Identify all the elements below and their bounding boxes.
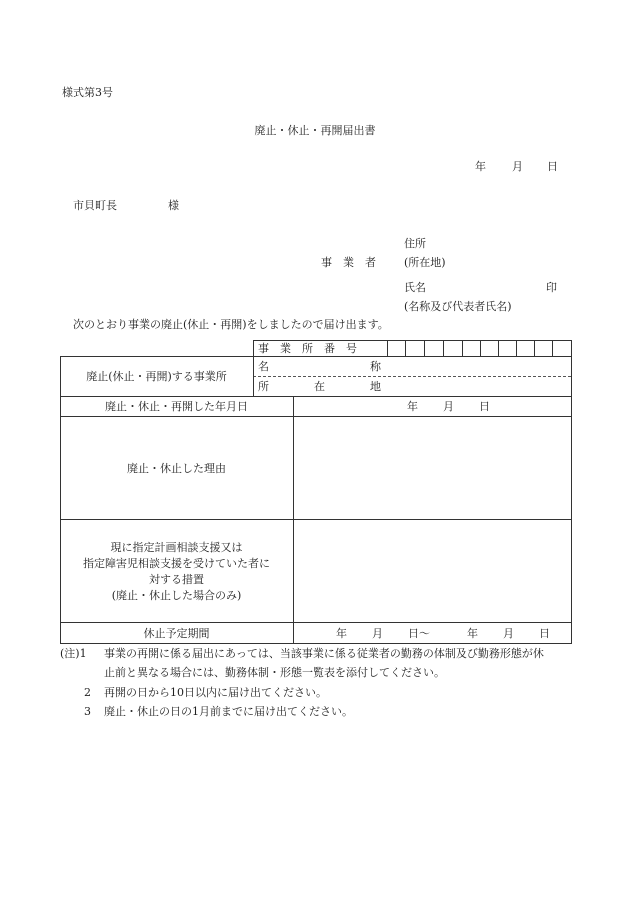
table-line bbox=[60, 622, 571, 623]
period-start-year: 年 bbox=[336, 627, 347, 640]
name-label: 氏名 bbox=[404, 281, 426, 294]
office-location-label-3: 地 bbox=[370, 380, 381, 393]
office-number-box bbox=[480, 340, 481, 356]
location-label: (所在地) bbox=[404, 256, 446, 269]
seal-mark: 印 bbox=[546, 281, 557, 294]
date-day: 日 bbox=[547, 160, 558, 173]
office-number-box bbox=[462, 340, 463, 356]
office-number-box bbox=[387, 340, 388, 356]
period-end-month: 月 bbox=[503, 627, 514, 640]
table-dash-line bbox=[253, 376, 571, 377]
office-location-label-2: 在 bbox=[314, 380, 325, 393]
addressee-name: 市貝町長 bbox=[73, 199, 117, 212]
measures-line-3: 対する措置 bbox=[149, 573, 204, 586]
office-row-label: 廃止(休止・再開)する事業所 bbox=[86, 370, 227, 383]
office-number-box bbox=[534, 340, 535, 356]
office-number-box bbox=[498, 340, 499, 356]
table-line bbox=[60, 356, 571, 357]
measures-line-1: 現に指定計画相談支援又は bbox=[110, 541, 243, 554]
office-number-box bbox=[405, 340, 406, 356]
period-end-day: 日 bbox=[539, 627, 550, 640]
table-line bbox=[60, 519, 571, 520]
date-row-label: 廃止・休止・再開した年月日 bbox=[105, 400, 248, 413]
table-line bbox=[60, 416, 571, 417]
measures-line-4: (廃止・休止した場合のみ) bbox=[111, 589, 242, 602]
table-line bbox=[571, 340, 572, 644]
period-start-day: 日～ bbox=[408, 627, 430, 640]
note-1-line-2: 止前と異なる場合には、勤務体制・形態一覧表を添付してください。 bbox=[104, 666, 445, 679]
intro-text: 次のとおり事業の廃止(休止・再開)をしましたので届け出ます。 bbox=[73, 318, 389, 331]
address-label: 住所 bbox=[404, 237, 426, 250]
office-name-label-left: 名 bbox=[258, 360, 269, 373]
note-2: 再開の日から10日以内に届け出てください。 bbox=[104, 686, 327, 699]
business-label: 事 業 者 bbox=[321, 256, 376, 269]
date-month: 月 bbox=[512, 160, 523, 173]
period-end-year: 年 bbox=[467, 627, 478, 640]
period-start-month: 月 bbox=[372, 627, 383, 640]
table-line bbox=[60, 643, 571, 644]
office-name-label-right: 称 bbox=[370, 360, 381, 373]
office-number-box bbox=[443, 340, 444, 356]
title-text: 廃止・休止・再開届出書 bbox=[254, 124, 376, 137]
table-line bbox=[60, 396, 571, 397]
period-label: 休止予定期間 bbox=[143, 627, 210, 640]
office-number-box bbox=[516, 340, 517, 356]
form-number: 様式第3号 bbox=[62, 86, 113, 99]
note-3: 廃止・休止の日の1月前までに届け出てください。 bbox=[104, 705, 353, 718]
table-line bbox=[253, 340, 571, 341]
date-row-month: 月 bbox=[443, 400, 454, 413]
note-1-line-1: 事業の再開に係る届出にあっては、当該事業に係る従業者の勤務の体制及び勤務形態が休 bbox=[104, 647, 544, 660]
office-number-label: 事 業 所 番 号 bbox=[258, 342, 357, 355]
name-note: (名称及び代表者氏名) bbox=[404, 300, 512, 313]
date-row-year: 年 bbox=[407, 400, 418, 413]
document-title bbox=[0, 124, 630, 137]
note-3-number: 3 bbox=[84, 705, 91, 718]
office-location-label-1: 所 bbox=[258, 380, 269, 393]
date-row-day: 日 bbox=[479, 400, 490, 413]
office-number-box bbox=[424, 340, 425, 356]
reason-label: 廃止・休止した理由 bbox=[127, 462, 226, 475]
table-line bbox=[293, 396, 294, 644]
note-prefix: (注)1 bbox=[60, 647, 87, 660]
note-2-number: 2 bbox=[84, 686, 91, 699]
date-year: 年 bbox=[475, 160, 486, 173]
addressee-honorific: 様 bbox=[168, 199, 179, 212]
office-number-box bbox=[552, 340, 553, 356]
measures-line-2: 指定障害児相談支援を受けていた者に bbox=[83, 557, 270, 570]
table-line bbox=[253, 340, 254, 396]
